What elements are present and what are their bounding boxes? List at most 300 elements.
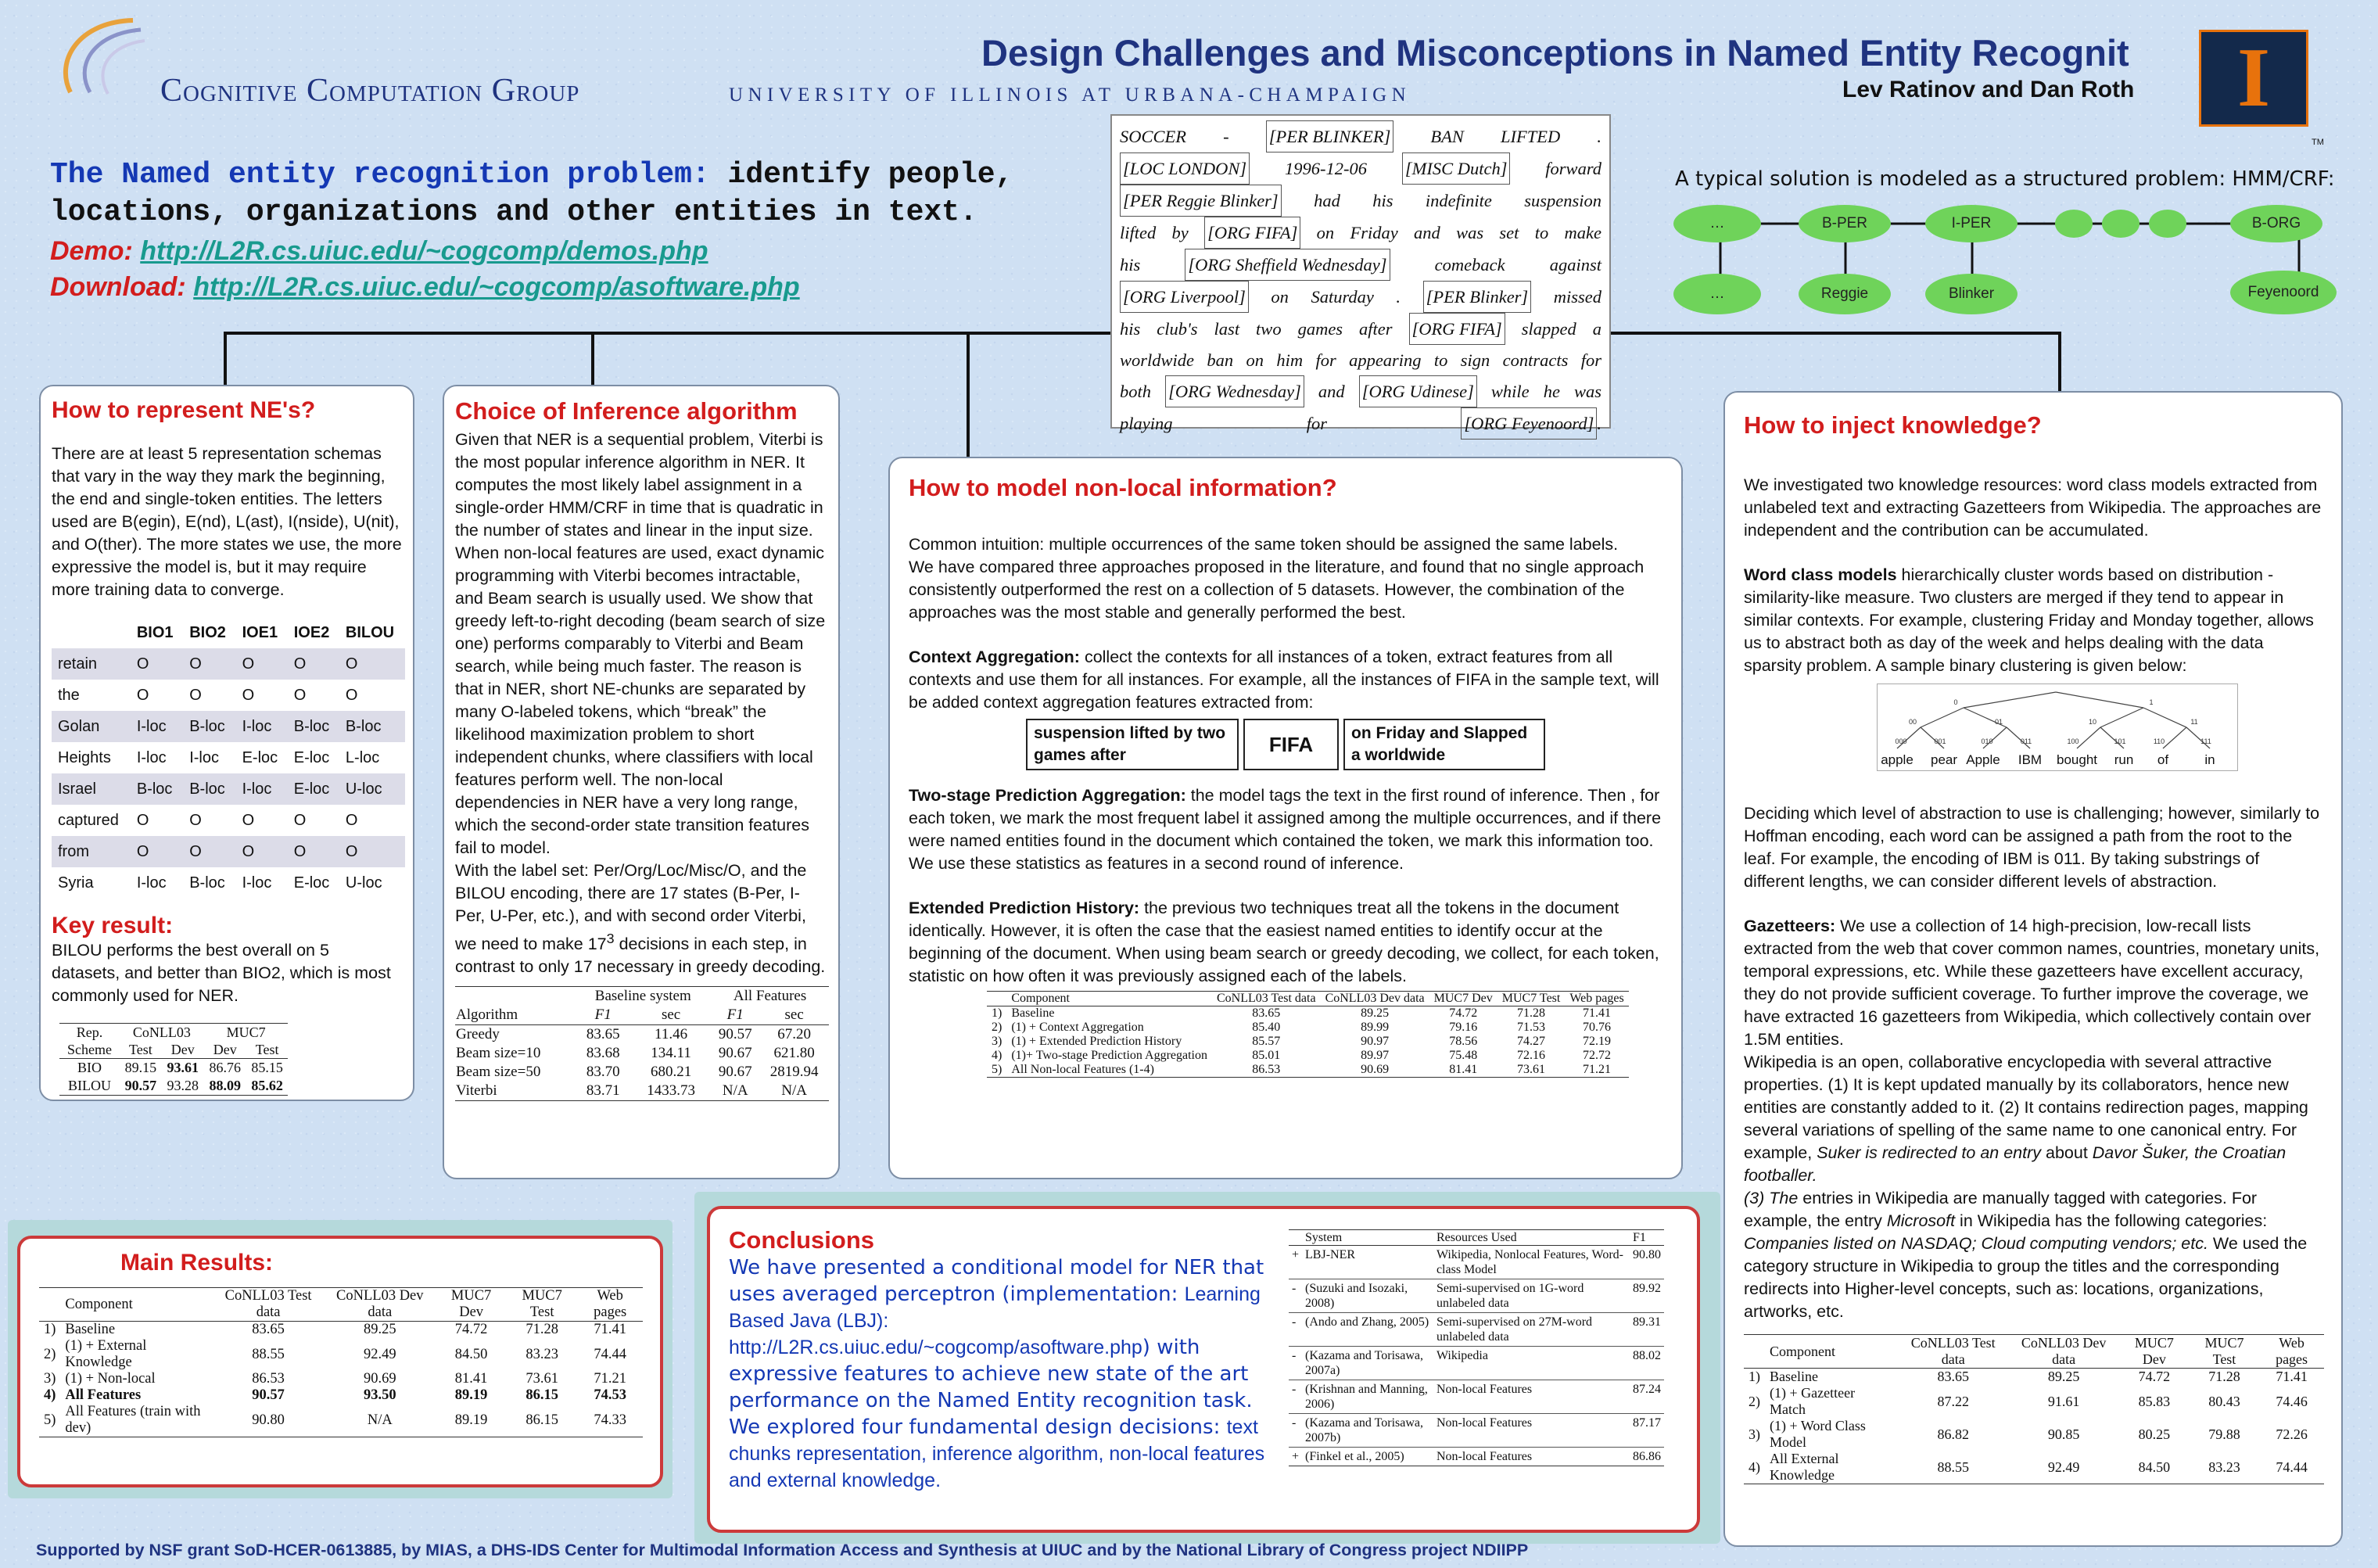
inf-h bbox=[455, 987, 575, 1006]
obs-label: Blinker bbox=[1948, 285, 1995, 302]
uiuc-letter: I bbox=[2236, 31, 2271, 124]
inf-cell: Greedy bbox=[456, 1026, 500, 1043]
table-cell: 70.76 bbox=[1583, 1021, 1612, 1034]
cmp-cell: - bbox=[1292, 1416, 1297, 1430]
cmp-cell: 86.86 bbox=[1633, 1450, 1661, 1463]
table-cell: 74.46 bbox=[2276, 1393, 2308, 1409]
inference-body: Given that NER is a sequential problem, Viterbi is the most popular inference algorithm in NER. It computes the most likely label assignment in a single-order HMM/CRF in time that is quadratic in the number of states and linear in the input size. When non-local features are used, exact dynamic programming with Viterbi becomes intractable, and Beam search is usually used. We show that greedy left-to-right decoding (beam search of size one) performs comparably to Viterbi and Beam search, while being much faster. The reason is that in NER, short NE-chunks are separated by many O-labeled tokens, which “break” the likelihood maximization problem to short independent chunks, where classifiers with local features perform well. The non-local dependencies in NER have a very long range, which the second-order state transition features fail to model. bbox=[455, 430, 826, 857]
table-cell: 74.44 bbox=[2276, 1459, 2308, 1475]
state-label: B-PER bbox=[1821, 215, 1868, 231]
table-cell: (1) + Word Class Model bbox=[1770, 1418, 1866, 1450]
rep-cell: Heights bbox=[58, 748, 111, 766]
table-cell: 88.55 bbox=[252, 1346, 285, 1362]
cmp-cell: - bbox=[1292, 1282, 1297, 1295]
example-text: his bbox=[1120, 255, 1185, 274]
table-cell: 89.25 bbox=[1361, 1006, 1390, 1020]
scheme-h2: Dev bbox=[213, 1042, 237, 1057]
entity-tag: [PER Reggie Blinker] bbox=[1120, 185, 1282, 217]
table-cell: 90.80 bbox=[252, 1412, 285, 1428]
represent-body: There are at least 5 representation schemas that vary in the way they mark the beginning, the end and single-token entities. The letters used are B(egin), E(nd), L(ast), I(nside), U(nit), and O(ther). The more states we use, the more expressive the model is, but it may require more training data to converge. bbox=[52, 444, 402, 599]
cmp-header bbox=[1289, 1230, 1302, 1246]
table-cell: 81.41 bbox=[1449, 1063, 1478, 1076]
hmm-obs-dots bbox=[1673, 274, 1761, 314]
table-cell: 74.53 bbox=[594, 1387, 626, 1403]
rep-cell: Syria bbox=[58, 874, 94, 892]
obs-label: … bbox=[1709, 285, 1725, 302]
demo-link[interactable]: http://L2R.cs.uiuc.edu/~cogcomp/demos.php bbox=[140, 236, 708, 266]
table-cell: 1) bbox=[1749, 1369, 1760, 1384]
rep-cell: B-loc bbox=[183, 711, 235, 742]
table-cell: 71.28 bbox=[1517, 1006, 1546, 1020]
table-cell: 71.41 bbox=[1583, 1006, 1612, 1020]
rep-cell: I-loc bbox=[131, 711, 183, 742]
knowledge-p3: Deciding which level of abstraction to use is challenging; however, similarly to Hoffman encoding, each word can be assigned a path from the root to the leaf. For example, the encoding of IBM is 011. By taking substrings of different lengths, we can consider different levels of abstraction. bbox=[1744, 804, 2320, 891]
table-cell: 5) bbox=[44, 1412, 56, 1428]
inference-sup: 3 bbox=[606, 931, 615, 946]
example-text: lifted by bbox=[1120, 223, 1205, 242]
table-cell: 83.23 bbox=[525, 1346, 559, 1362]
rep-cell: O bbox=[136, 686, 149, 704]
swirl-logo-icon bbox=[47, 14, 149, 100]
cmp-cell: 89.31 bbox=[1633, 1315, 1661, 1329]
table-cell: 74.72 bbox=[2138, 1369, 2171, 1384]
table-header: Component bbox=[1011, 992, 1070, 1005]
panel-inference bbox=[443, 385, 840, 1179]
inference-body-2a: With the label set: Per/Org/Loc/Misc/O, and the BILOU encoding, there are 17 states (B-Per, I-Per, U-Per, etc.), and with second order Viterbi, we need to make 17 bbox=[455, 861, 807, 954]
entity-tag: [ORG Wednesday] bbox=[1165, 375, 1304, 407]
connector-v1 bbox=[224, 332, 227, 385]
context-box-fifa: FIFA bbox=[1243, 719, 1339, 770]
table-cell: 80.43 bbox=[2208, 1393, 2240, 1409]
tree-code: 00 bbox=[1908, 718, 1917, 726]
rep-cell: O bbox=[293, 811, 307, 829]
tree-leaf: apple bbox=[1881, 752, 1914, 767]
inference-title: Choice of Inference algorithm bbox=[455, 397, 798, 425]
conc-t3: ) with expressive features to achieve new state of the art performance on the Named Entity recognition task. We explored four fundamental design decisions: bbox=[729, 1336, 1253, 1439]
rep-cell: I-loc bbox=[242, 874, 272, 892]
wc-text: hierarchically cluster words based on distribution -similarity-like measure. Two clusters are merged if they tend to appear in similar contexts. For example, clustering Friday and Monday together, allows us to abstract both as day of the week and helps dealing with the data sparsity problem. A sample binary clustering is given below: bbox=[1744, 565, 2314, 675]
entity-tag: [ORG FIFA] bbox=[1409, 313, 1505, 345]
cmp-cell: Semi-supervised on 27M-word unlabeled data bbox=[1436, 1315, 1593, 1344]
university-name: UNIVERSITY OF ILLINOIS AT URBANA-CHAMPAIGN bbox=[729, 84, 1411, 106]
tree-leaf: pear bbox=[1930, 752, 1958, 767]
table-cell: 90.85 bbox=[2047, 1426, 2080, 1442]
cmp-cell: (Suzuki and Isozaki, 2008) bbox=[1305, 1282, 1408, 1310]
cmp-cell: Wikipedia bbox=[1436, 1349, 1488, 1362]
example-text: and bbox=[1304, 382, 1359, 401]
rep-header: BIO1 bbox=[131, 617, 183, 648]
panel-knowledge bbox=[1723, 391, 2343, 1547]
cmp-cell: LBJ-NER bbox=[1305, 1248, 1356, 1261]
scheme-cell: BIO bbox=[77, 1060, 102, 1075]
table-cell: 74.27 bbox=[1517, 1035, 1546, 1048]
wp2b: in Wikipedia has the following categories: bbox=[1955, 1211, 2268, 1230]
tree-code: 0 bbox=[1953, 698, 1958, 706]
inf-h2: sec bbox=[784, 1006, 804, 1024]
cmp-cell: Wikipedia, Nonlocal Features, Word-class Model bbox=[1436, 1248, 1623, 1276]
example-text: on Friday and was set to make bbox=[1300, 223, 1602, 242]
rep-cell: L-loc bbox=[345, 748, 380, 766]
example-text: . bbox=[1597, 414, 1601, 433]
rep-cell: B-loc bbox=[288, 711, 339, 742]
table-cell: 93.50 bbox=[363, 1387, 396, 1403]
cmp-cell: (Kazama and Torisawa, 2007a) bbox=[1305, 1349, 1423, 1377]
table-header: CoNLL03 Test data bbox=[1217, 992, 1316, 1005]
table-header: MUC7 Test bbox=[522, 1288, 562, 1320]
table-cell: 72.19 bbox=[1583, 1035, 1612, 1048]
rep-cell: Golan bbox=[52, 711, 131, 742]
wp1-i2: Davor Šuker, the Croatian footballer. bbox=[1744, 1143, 2287, 1185]
entity-tag: [PER BLINKER] bbox=[1266, 120, 1394, 152]
tree-code: 000 bbox=[1895, 737, 1907, 745]
table-cell: All Non-local Features (1-4) bbox=[1011, 1063, 1154, 1076]
table-cell: 83.65 bbox=[1252, 1006, 1281, 1020]
tree-leaf: of bbox=[2157, 752, 2169, 767]
example-line bbox=[1120, 313, 1601, 345]
table-cell: 89.25 bbox=[363, 1322, 396, 1337]
inf-cell: 90.57 bbox=[718, 1026, 752, 1043]
context-box-right: on Friday and Slapped a worldwide bbox=[1343, 719, 1545, 770]
connector-v3 bbox=[967, 332, 970, 457]
table-cell: 2) bbox=[992, 1021, 1002, 1034]
wp2-i3: Companies listed on NASDAQ; Cloud computing vendors; etc. bbox=[1744, 1234, 2208, 1253]
uiuc-logo bbox=[2199, 30, 2308, 127]
table-cell: 2) bbox=[44, 1346, 56, 1362]
group-name: Cognitive Computation Group bbox=[160, 73, 580, 109]
table-header: CoNLL03 Dev data bbox=[2021, 1335, 2107, 1367]
rep-cell: O bbox=[131, 836, 183, 867]
rep-header: IOE2 bbox=[288, 617, 339, 648]
rep-cell: retain bbox=[52, 648, 131, 680]
inf-h2: F1 bbox=[726, 1006, 744, 1024]
inf-cell: Beam size=10 bbox=[456, 1045, 541, 1062]
example-line bbox=[1120, 375, 1601, 407]
inf-cell: 2819.94 bbox=[769, 1064, 819, 1081]
cmp-cell: - bbox=[1292, 1383, 1297, 1396]
example-lines bbox=[1120, 120, 1601, 440]
table-cell: 71.41 bbox=[2276, 1369, 2308, 1384]
knowledge-table bbox=[1744, 1334, 2324, 1484]
cmp-cell: Non-local Features bbox=[1436, 1383, 1533, 1396]
table-cell: 71.21 bbox=[1583, 1063, 1612, 1076]
scheme-cell: 85.62 bbox=[251, 1078, 283, 1093]
nonlocal-p1: Common intuition: multiple occurrences of the same token should be assigned the same labels. bbox=[909, 535, 1619, 554]
table-cell: 75.48 bbox=[1449, 1049, 1478, 1062]
example-text: worldwide ban on him for appearing to sign contracts for bbox=[1120, 350, 1601, 370]
entity-tag: [LOC LONDON] bbox=[1120, 152, 1250, 185]
inf-h: All Features bbox=[733, 988, 807, 1005]
conc-t2: Learning Based Java (LBJ): http://L2R.cs.uiuc.edu/~cogcomp/asoftware.php bbox=[729, 1283, 1261, 1358]
table-cell: 84.50 bbox=[2138, 1459, 2171, 1475]
table-cell: 4) bbox=[44, 1387, 56, 1403]
nonlocal-table bbox=[987, 991, 1629, 1078]
scheme-h2: Test bbox=[255, 1042, 279, 1057]
example-line bbox=[1120, 249, 1601, 281]
table-header: CoNLL03 Dev data bbox=[336, 1288, 424, 1320]
cmp-header: Resources Used bbox=[1436, 1231, 1517, 1244]
cmp-cell: 87.17 bbox=[1633, 1416, 1661, 1430]
table-cell: 90.97 bbox=[1361, 1035, 1390, 1048]
tree-code: 101 bbox=[2114, 737, 2126, 745]
tree-code: 110 bbox=[2153, 737, 2165, 745]
wp2c: We used the category structure in Wikipedia to group the titles and the corresponding redirects into Higher-level concepts, such as: locations, organizations, artworks, etc. bbox=[1744, 1234, 2308, 1321]
context-aggregation bbox=[909, 646, 1662, 714]
inference-table bbox=[455, 986, 829, 1101]
cmp-cell: (Krishnan and Manning, 2006) bbox=[1305, 1383, 1428, 1411]
table-cell: (1) + Context Aggregation bbox=[1011, 1021, 1144, 1034]
table-cell: Baseline bbox=[1770, 1369, 1818, 1384]
example-line bbox=[1120, 185, 1601, 217]
rep-cell: O bbox=[236, 836, 288, 867]
inf-cell: 134.11 bbox=[651, 1045, 691, 1062]
main-results-title: Main Results: bbox=[120, 1250, 274, 1276]
rep-cell: O bbox=[293, 686, 307, 704]
example-text: SOCCER - bbox=[1120, 127, 1266, 146]
tree-leaf: bought bbox=[2057, 752, 2097, 767]
table-header: Web pages bbox=[2276, 1335, 2308, 1367]
table-cell: 81.41 bbox=[454, 1371, 488, 1387]
table-cell: Baseline bbox=[65, 1322, 116, 1337]
cmp-cell: Non-local Features bbox=[1436, 1450, 1533, 1463]
wp2-i: (3) The bbox=[1744, 1189, 1799, 1207]
panel-conclusions bbox=[707, 1206, 1700, 1533]
inf-cell: 90.67 bbox=[718, 1064, 752, 1081]
table-header: MUC7 Test bbox=[1501, 992, 1561, 1005]
hmm-state-blank bbox=[2102, 210, 2139, 238]
knowledge-p1: We investigated two knowledge resources: word class models extracted from unlabeled text and extracting Gazetteers from Wikipedia. The approaches are independent and the contribution can be accumulated. bbox=[1744, 475, 2322, 540]
download-line bbox=[50, 269, 1098, 305]
table-cell: 74.44 bbox=[594, 1346, 626, 1362]
problem-text: identify people, locations, organizations and other entities in text. bbox=[50, 158, 1013, 229]
download-link[interactable]: http://L2R.cs.uiuc.edu/~cogcomp/asoftware.php bbox=[193, 272, 800, 302]
example-text: missed bbox=[1531, 287, 1601, 307]
example-line bbox=[1120, 407, 1601, 440]
rep-cell: E-loc bbox=[293, 748, 330, 766]
rep-header: BIO2 bbox=[183, 617, 235, 648]
table-cell: (1) + External Knowledge bbox=[65, 1338, 147, 1370]
table-cell: 89.19 bbox=[454, 1412, 488, 1428]
inf-h2: sec bbox=[661, 1006, 681, 1024]
rep-cell: B-loc bbox=[189, 874, 225, 892]
cmp-cell: (Ando and Zhang, 2005) bbox=[1305, 1315, 1429, 1329]
nonlocal-p2: We have compared three approaches proposed in the literature, and found that no single approach consistently outperformed the rest on a collection of 5 datasets. However, the combination of the approaches was the most stable and generally performed the best. bbox=[909, 558, 1645, 622]
tree-leaf: IBM bbox=[2018, 752, 2043, 767]
hmm-obs-reggie bbox=[1799, 274, 1891, 314]
table-cell: 85.40 bbox=[1252, 1021, 1281, 1034]
table-cell: 79.16 bbox=[1449, 1021, 1478, 1034]
cmp-header: System bbox=[1305, 1231, 1343, 1244]
scheme-cell: BILOU bbox=[67, 1078, 111, 1093]
wp1-i1: Suker is redirected to an entry bbox=[1817, 1143, 2042, 1162]
table-cell: 72.26 bbox=[2276, 1426, 2308, 1442]
table-cell: 3) bbox=[992, 1035, 1002, 1048]
table-header: CoNLL03 Test data bbox=[1910, 1335, 1996, 1367]
table-cell: (1) + Non-local bbox=[65, 1371, 156, 1387]
table-cell: 89.25 bbox=[2047, 1369, 2080, 1384]
table-cell: 86.15 bbox=[525, 1412, 559, 1428]
rep-cell: O bbox=[136, 811, 149, 829]
table-cell: 86.82 bbox=[1937, 1426, 1969, 1442]
cmp-cell: (Finkel et al., 2005) bbox=[1305, 1450, 1404, 1463]
state-label: I-PER bbox=[1951, 215, 1992, 231]
inf-cell: 90.67 bbox=[718, 1045, 752, 1062]
obs-label: Reggie bbox=[1820, 285, 1869, 302]
rep-cell: B-loc bbox=[131, 773, 183, 805]
cmp-cell: Non-local Features bbox=[1436, 1416, 1533, 1430]
wp2: entries in Wikipedia are manually tagged with categories. For example, the entry bbox=[1744, 1189, 2258, 1230]
rep-header: IOE1 bbox=[236, 617, 288, 648]
problem-label: The Named entity recognition problem: bbox=[50, 158, 710, 192]
entity-tag: [ORG Liverpool] bbox=[1120, 281, 1249, 313]
cmp-cell: + bbox=[1292, 1248, 1300, 1261]
inf-cell: 1433.73 bbox=[647, 1082, 695, 1100]
tree-code: 1 bbox=[2149, 698, 2154, 706]
inf-cell: 11.46 bbox=[655, 1026, 688, 1043]
table-cell: All External Knowledge bbox=[1770, 1451, 1839, 1483]
cmp-cell: 87.24 bbox=[1633, 1383, 1661, 1396]
table-cell: 3) bbox=[1749, 1426, 1760, 1442]
rep-cell: the bbox=[58, 686, 80, 704]
table-cell: 72.72 bbox=[1583, 1049, 1612, 1062]
authors: Lev Ratinov and Dan Roth bbox=[1842, 77, 2135, 102]
table-cell: 74.72 bbox=[454, 1322, 488, 1337]
state-label: … bbox=[1709, 215, 1725, 231]
table-cell: 86.15 bbox=[525, 1387, 559, 1403]
example-text: his club's last two games after bbox=[1120, 319, 1409, 339]
hmm-state-i-per bbox=[1925, 205, 2018, 242]
table-cell: 92.49 bbox=[363, 1346, 396, 1362]
rep-cell: O bbox=[345, 686, 358, 704]
table-cell: 91.61 bbox=[2047, 1393, 2080, 1409]
tree-code: 01 bbox=[1994, 718, 2003, 726]
inf-cell: N/A bbox=[722, 1082, 748, 1100]
scheme-cell: 93.61 bbox=[167, 1060, 199, 1075]
entity-tag: [ORG Udinese] bbox=[1359, 375, 1477, 407]
rep-cell: U-loc bbox=[345, 874, 382, 892]
table-cell: (1) + Gazetteer Match bbox=[1770, 1385, 1856, 1417]
ca-label: Context Aggregation: bbox=[909, 648, 1080, 666]
ts-text: the model tags the text in the first round of inference. Then , for each token, we mark the most frequent label it assigned among the multiple occurrences, and if there were named entities found in the document which contained the token, we mark this information too. We use these statistics as features in a second round of inference. bbox=[909, 786, 1662, 873]
cmp-cell: 89.92 bbox=[1633, 1282, 1661, 1295]
table-cell: 84.50 bbox=[454, 1346, 488, 1362]
example-text: comeback against bbox=[1390, 255, 1601, 274]
scheme-cell: 90.57 bbox=[124, 1078, 157, 1093]
example-text: BAN LIFTED . bbox=[1393, 127, 1601, 146]
inference-body-2 bbox=[455, 859, 827, 978]
rep-cell: I-loc bbox=[189, 748, 219, 766]
tree-code: 100 bbox=[2067, 737, 2079, 745]
table-cell: Baseline bbox=[1011, 1006, 1055, 1020]
entity-tag: [ORG Feyenoord] bbox=[1461, 407, 1597, 440]
wp2-i2: Microsoft bbox=[1886, 1211, 1956, 1230]
context-box-left: suspension lifted by two games after bbox=[1026, 719, 1239, 770]
rep-cell: U-loc bbox=[339, 773, 405, 805]
gz-label: Gazetteers: bbox=[1744, 917, 1836, 935]
table-cell: 71.28 bbox=[2208, 1369, 2240, 1384]
table-cell: 4) bbox=[992, 1049, 1002, 1062]
tree-code: 011 bbox=[2020, 737, 2032, 745]
table-cell: 1) bbox=[992, 1006, 1002, 1020]
scheme-cell: 86.76 bbox=[209, 1060, 241, 1075]
cmp-cell: - bbox=[1292, 1315, 1297, 1329]
hmm-state-dots-left bbox=[1673, 205, 1761, 242]
rep-cell: B-loc bbox=[183, 773, 235, 805]
entity-tag: [ORG Sheffield Wednesday] bbox=[1185, 249, 1390, 281]
example-line bbox=[1120, 281, 1601, 313]
cmp-cell: 88.02 bbox=[1633, 1349, 1661, 1362]
knowledge-title: How to inject knowledge? bbox=[1744, 411, 2042, 439]
table-cell: 71.28 bbox=[525, 1322, 559, 1337]
rep-cell: O bbox=[183, 648, 235, 680]
table-header: Web pages bbox=[594, 1288, 627, 1320]
table-header: MUC7 Test bbox=[2204, 1335, 2244, 1367]
tree-code: 11 bbox=[2190, 718, 2198, 726]
main-results-table bbox=[39, 1287, 643, 1437]
inf-cell: 83.71 bbox=[586, 1082, 620, 1100]
tree-leaf: run bbox=[2114, 752, 2134, 767]
table-cell: (1)+ Two-stage Prediction Aggregation bbox=[1011, 1049, 1207, 1062]
obs-label: Feyenoord bbox=[2247, 284, 2319, 300]
inf-cell: 680.21 bbox=[650, 1064, 692, 1081]
entity-tag: [MISC Dutch] bbox=[1402, 152, 1511, 185]
rep-cell: O bbox=[242, 686, 255, 704]
table-cell: 80.25 bbox=[2138, 1426, 2171, 1442]
word-class bbox=[1744, 564, 2322, 677]
table-header: MUC7 Dev bbox=[2134, 1335, 2174, 1367]
wp1: Wikipedia is an open, collaborative encyclopedia with several attractive properties. (1) It is kept updated manually by its collaborators, hence new entities are constantly added to it. (2) It contains redirection pages, mapping several variations of spelling of the same name to one canonical entry. For example, bbox=[1744, 1053, 2308, 1162]
rep-cell: O bbox=[242, 811, 255, 829]
table-header: Web pages bbox=[1569, 992, 1624, 1005]
rep-cell: O bbox=[183, 836, 235, 867]
table-cell: 83.23 bbox=[2208, 1459, 2240, 1475]
table-cell: 71.41 bbox=[594, 1322, 626, 1337]
table-header: Component bbox=[1770, 1343, 1835, 1359]
table-cell: All Features (train with dev) bbox=[65, 1404, 201, 1436]
wikipedia-1 bbox=[1744, 1051, 2322, 1187]
panel-nonlocal bbox=[888, 457, 1683, 1179]
rep-cell: O bbox=[189, 811, 202, 829]
table-cell: 2) bbox=[1749, 1393, 1760, 1409]
extended-prediction bbox=[909, 897, 1662, 988]
table-cell: 92.49 bbox=[2047, 1459, 2080, 1475]
scheme-h: CoNLL03 bbox=[132, 1024, 191, 1040]
scheme-cell: 85.15 bbox=[251, 1060, 283, 1075]
inf-cell: 67.20 bbox=[777, 1026, 812, 1043]
cmp-cell: Semi-supervised on 1G-word unlabeled data bbox=[1436, 1282, 1584, 1310]
scheme-cell: 93.28 bbox=[167, 1078, 199, 1093]
ep-label: Extended Prediction History: bbox=[909, 899, 1140, 917]
panel-represent bbox=[39, 385, 414, 1101]
represent-title: How to represent NE's? bbox=[52, 397, 316, 423]
conc-t1: We have presented a conditional model for NER that uses averaged perceptron (implementation: bbox=[729, 1256, 1264, 1306]
comparison-table bbox=[1289, 1229, 1664, 1466]
tree-leaf: in bbox=[2204, 752, 2215, 767]
rep-cell: Israel bbox=[52, 773, 131, 805]
rep-cell: I-loc bbox=[236, 711, 288, 742]
table-cell: N/A bbox=[367, 1412, 393, 1428]
rep-cell: I-loc bbox=[136, 874, 167, 892]
inf-h2: F1 bbox=[594, 1006, 612, 1024]
example-text: playing for bbox=[1120, 414, 1462, 433]
connector-v2 bbox=[591, 332, 594, 385]
inf-h2: Algorithm bbox=[456, 1006, 518, 1024]
table-cell: 89.99 bbox=[1361, 1021, 1390, 1034]
example-text: while he was bbox=[1476, 382, 1601, 401]
table-cell: 90.69 bbox=[1361, 1063, 1390, 1076]
footer: Supported by NSF grant SoD-HCER-0613885, by MIAS, a DHS-IDS Center for Multimodal Information Access and Synthesis at UIUC and by the National Library of Congress project NDIIPP bbox=[36, 1541, 1529, 1559]
rep-cell: O bbox=[189, 686, 202, 704]
rep-cell: E-loc bbox=[288, 773, 339, 805]
